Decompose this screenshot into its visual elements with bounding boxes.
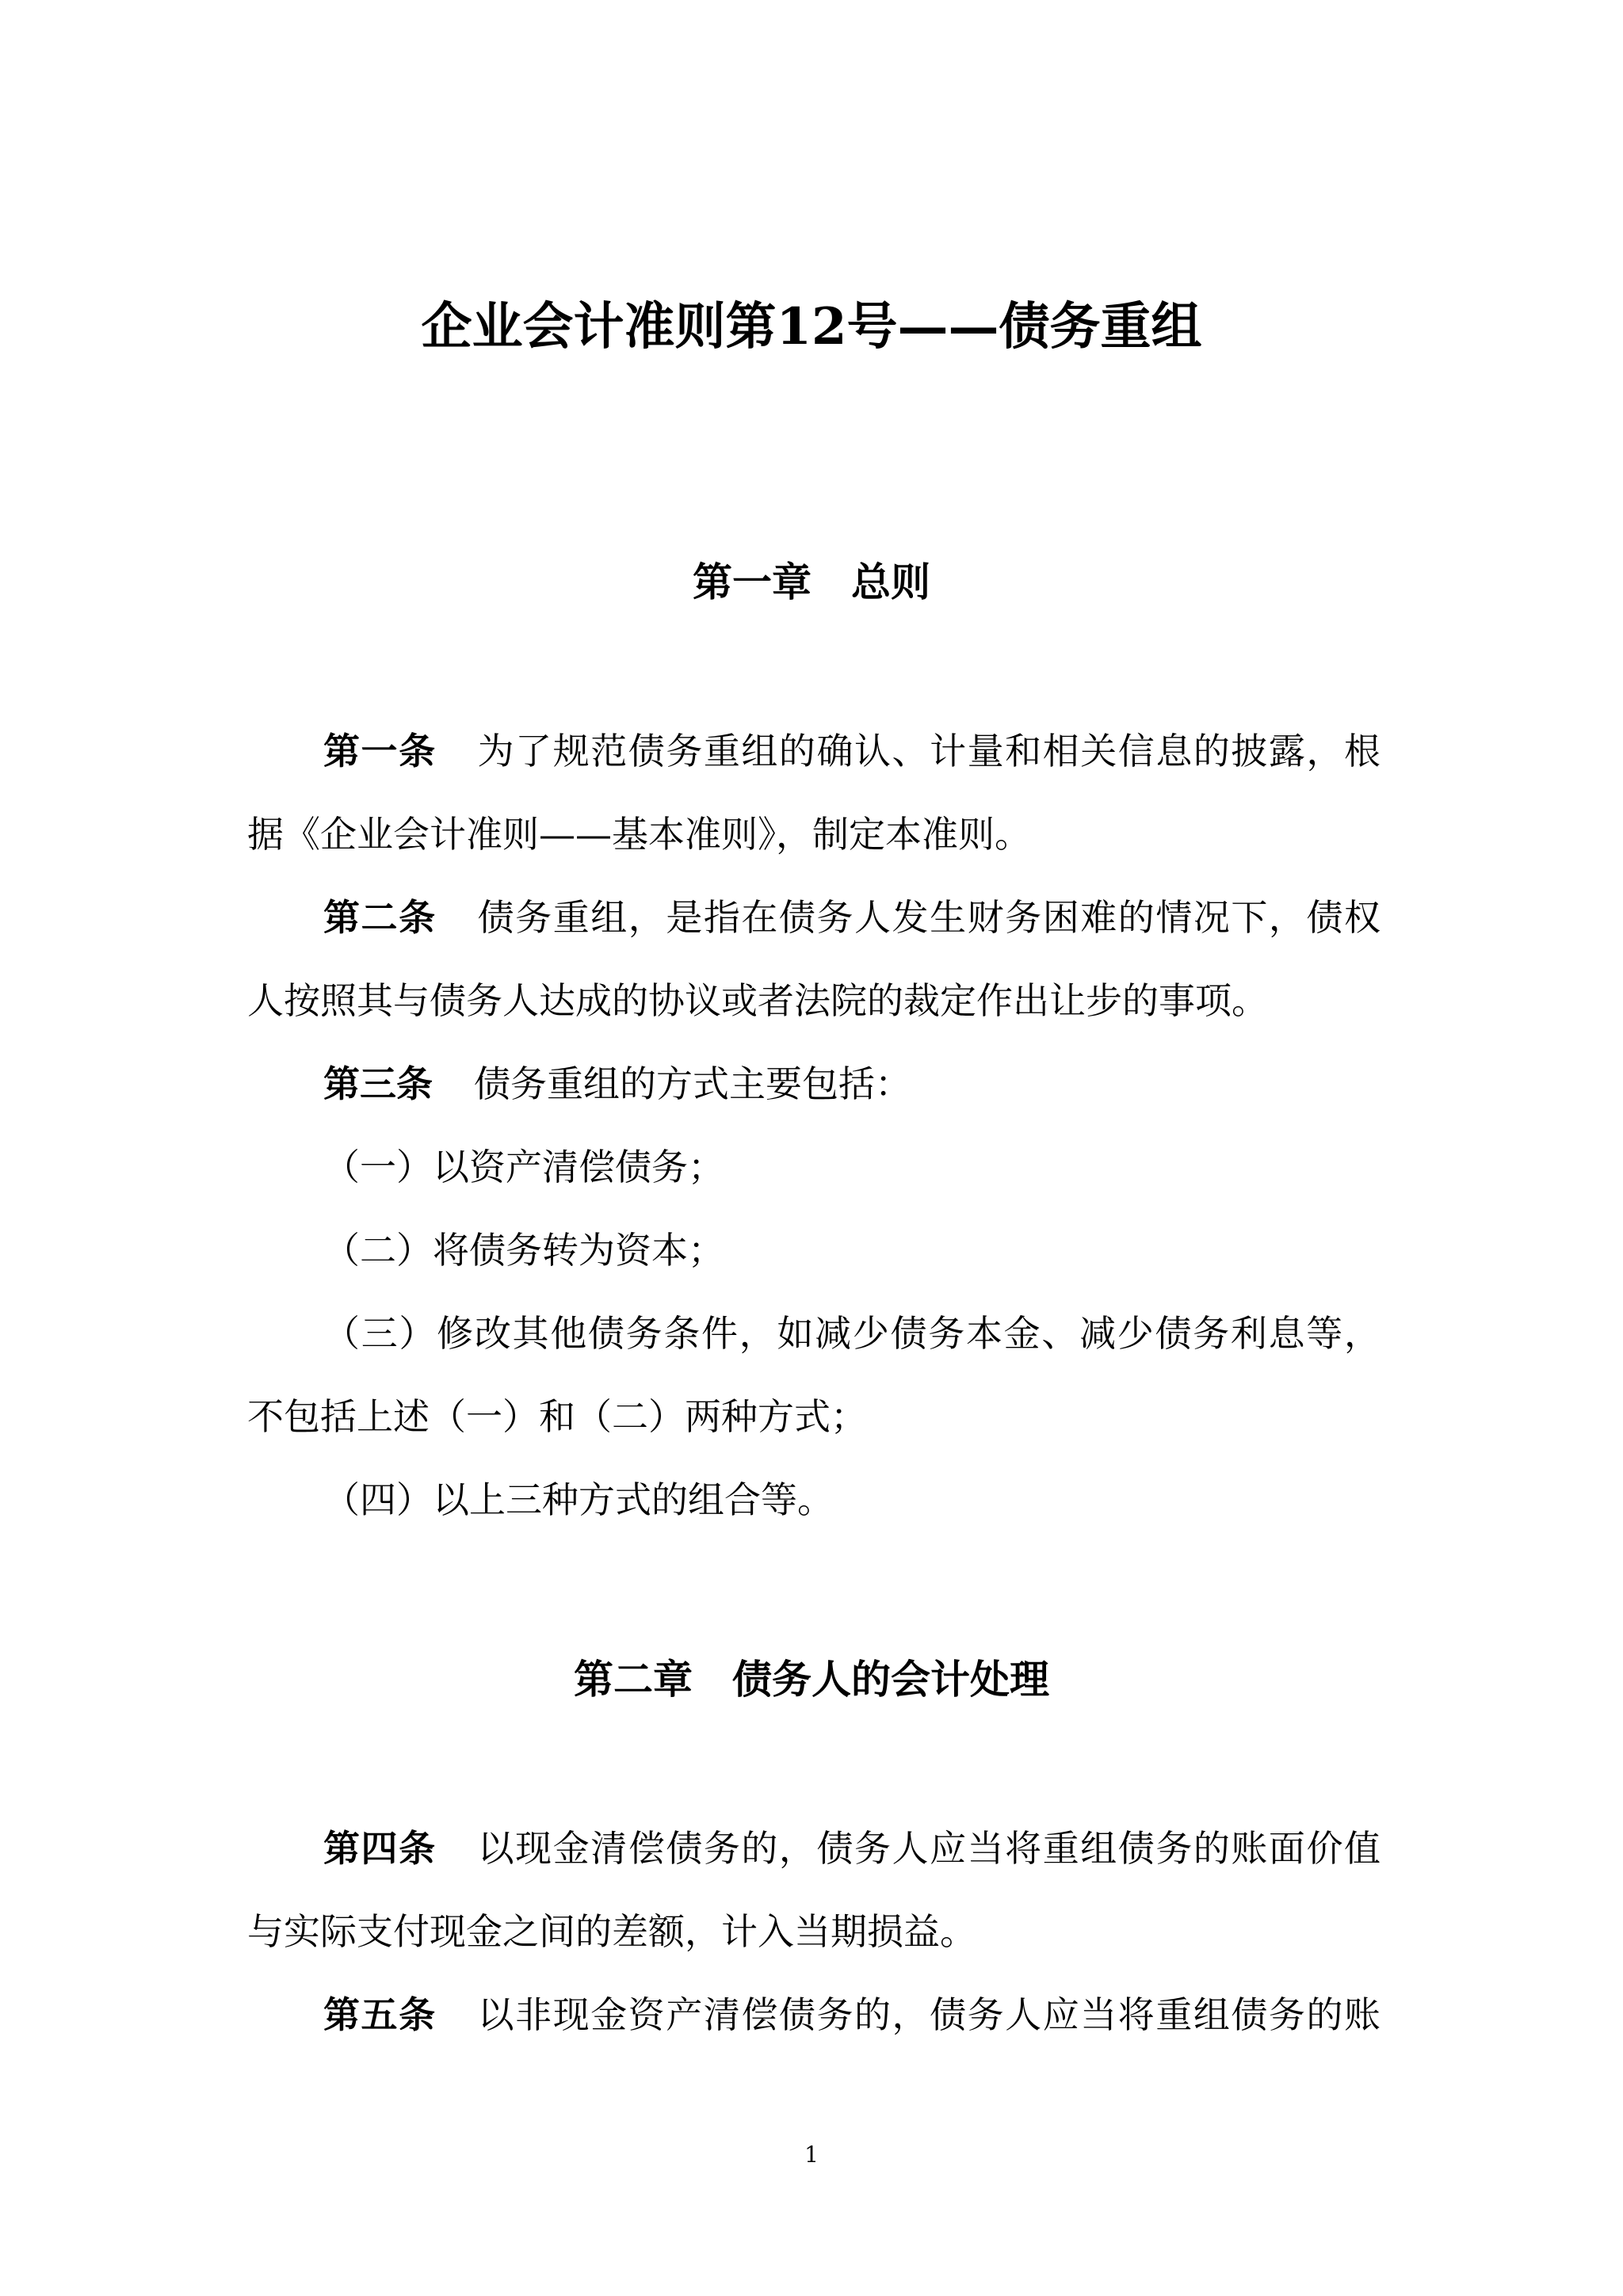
chapter-1-heading: 第一章 总则 (693, 559, 930, 605)
article-1-line-2: 据《企业会计准则——基本准则》，制定本准则。 (247, 813, 1031, 856)
article-4-line-2: 与实际支付现金之间的差额，计入当期损益。 (247, 1910, 976, 1953)
article-3-label: 第三条 (323, 1062, 433, 1105)
article-4-text: 以现金清偿债务的，债务人应当将重组债务的账面价值 (477, 1827, 1381, 1870)
article-3-line-1 (323, 1056, 1381, 1112)
article-1-line-1 (323, 723, 1381, 779)
article-5-label: 第五条 (323, 1993, 437, 2036)
article-3-text: 债务重组的方式主要包括： (474, 1062, 911, 1105)
article-2-line-2: 人按照其与债务人达成的协议或者法院的裁定作出让步的事项。 (247, 979, 1268, 1022)
article-1-label: 第一条 (323, 730, 437, 772)
article-4-line-1 (323, 1821, 1381, 1876)
list-item-1: （一）以资产清偿债务； (323, 1146, 724, 1188)
article-2-line-1 (323, 890, 1381, 945)
chapter-2-heading: 第二章 债务人的会计处理 (574, 1656, 1049, 1703)
list-item-4: （四）以上三种方式的组合等。 (323, 1478, 834, 1521)
article-1-text: 为了规范债务重组的确认、计量和相关信息的披露，根 (477, 730, 1381, 772)
article-2-text: 债务重组，是指在债务人发生财务困难的情况下，债权 (477, 896, 1381, 939)
list-item-3-line-2: 不包括上述（一）和（二）两种方式； (247, 1395, 867, 1438)
page-number: 1 (804, 2142, 819, 2168)
list-item-2: （二）将债务转为资本； (323, 1229, 724, 1272)
document-title: 企业会计准则第12号——债务重组 (421, 297, 1202, 357)
article-4-label: 第四条 (323, 1827, 437, 1870)
article-5-line-1 (323, 1987, 1381, 2042)
article-2-label: 第二条 (323, 896, 437, 939)
list-item-3-line-1: （三）修改其他债务条件，如减少债务本金、减少债务利息等， (323, 1312, 1381, 1355)
article-5-text: 以非现金资产清偿债务的，债务人应当将重组债务的账 (477, 1993, 1381, 2036)
